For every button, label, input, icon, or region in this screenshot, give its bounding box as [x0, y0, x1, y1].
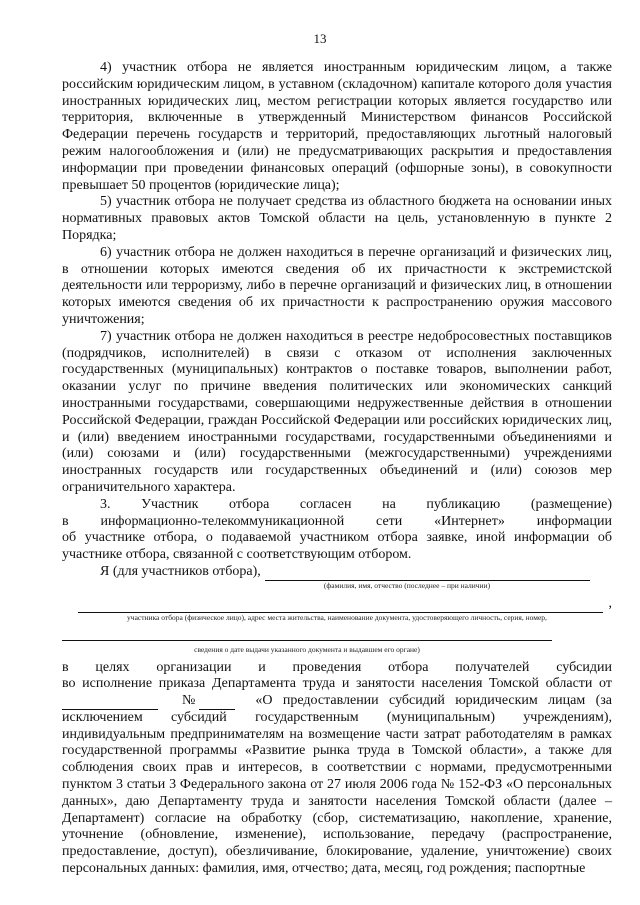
- page-number: 13: [313, 31, 327, 46]
- document-field-line[interactable]: [62, 626, 552, 641]
- name-field-row: [100, 564, 612, 581]
- consent-line-1: в целях организации и проведения отбора получателей субсидии: [62, 659, 612, 675]
- name-field-line[interactable]: [265, 566, 590, 581]
- paragraph-3-line-1: 3. Участник отбора согласен на публикацию (размещение): [100, 496, 612, 512]
- address-field-caption: участника отбора (физическое лицо), адрес места жительства, наименование документа, удостоверяющего личность, серия, номер,: [127, 612, 547, 622]
- paragraph-item-5: 5) участник отбора не получает средства из областного бюджета на основании иных нормативных правовых актов Томской области на цель, установленную в пункте 2 Порядка;: [62, 194, 612, 243]
- consent-line-3-text: «О предоставлении субсидий юридическим лицам (за: [255, 693, 612, 709]
- consent-rest: индивидуальным предпринимателям на возмещение части затрат работодателям в рамках государственной программы «Развитие рынка труда в Томской области», а также для соблюдения своих прав и интересов, в соответствии с нормами, предусмотренными пунктом 3 статьи 3 Федерального закона от 27 июля 2006 года № 152-ФЗ «О персональных данных», даю Департаменту труда и занятости населения Томской области (далее – Департамент) согласие на обработку (сбор, систематизацию, накопление, хранение, уточнение (обновление, изменение), использование, передачу (распространение, предоставление, доступ), обезличивание, блокирование, удаление, уничтожение) своих персональных данных: фамилия, имя, отчество; дата, месяц, год рождения; паспортные: [62, 726, 612, 877]
- address-field-line[interactable]: [78, 598, 603, 613]
- document-body: [62, 60, 612, 878]
- order-date-field[interactable]: [62, 697, 158, 710]
- document-field-caption: сведения о дате выдачи указанного документа и выдавшем его органе): [194, 644, 420, 654]
- paragraph-3-rest: об участнике отбора, о подаваемой участником отбора заявке, иной информации об участнике отбора, связанной с соответствующим отбором.: [62, 530, 612, 563]
- paragraph-3-line-2: в информационно-телекоммуникационной сети «Интернет» информации: [62, 513, 612, 529]
- comma: ,: [608, 595, 612, 611]
- consent-line-4: исключением субсидий государственным (муниципальным) учреждениям),: [62, 709, 612, 725]
- order-number-field[interactable]: [199, 697, 235, 710]
- number-sign: №: [182, 693, 196, 709]
- paragraph-item-4: 4) участник отбора не является иностранным юридическим лицом, а также российским юридическим лицом, в уставном (складочном) капитале которого доля участия иностранных юридических лиц, местом регистрации которых является государство или территория, включенные в утвержденный Министерством финансов Российской Федерации перечень государств и территорий, предоставляющих льготный налоговый режим налогообложения и (или) не предусматривающих раскрытия и предоставления информации при проведении финансовых операций (офшорные зоны), в совокупности превышает 50 процентов (юридические лица);: [62, 60, 612, 193]
- paragraph-item-6: 6) участник отбора не должен находиться в перечне организаций и физических лиц, в отношении которых имеются сведения об их причастности к экстремистской деятельности или терроризму, либо в перечне организаций и физических лиц, в отношении которых имеются сведения об их причастности к распространению оружия массового уничтожения;: [62, 244, 612, 327]
- address-field-row: [62, 596, 612, 613]
- paragraph-item-7: 7) участник отбора не должен находиться в реестре недобросовестных поставщиков (подрядчиков, исполнителей) в связи с отказом от исполнения заключенных государственных (муниципальных) контрактов о поставке товаров, выполнении работ, оказании услуг по причине введения политических или экономических санкций иностранными государствами, совершающими недружественные действия в отношении Российской Федерации, граждан Российской Федерации или российских юридических лиц, и (или) введением иностранными государствами, государственными объединениями и (или) союзами и (или) государственными (межгосударственными) учреждениями иностранных государств или государственных объединений и (или) союзов мер ограничительного характера.: [62, 328, 612, 495]
- name-field-caption: (фамилия, имя, отчество (последнее – при наличии): [323, 580, 491, 590]
- consent-line-3: [62, 693, 612, 710]
- ya-label: Я (для участников отбора),: [100, 563, 261, 579]
- consent-line-2: во исполнение приказа Департамента труда и занятости населения Томской области от: [62, 676, 612, 692]
